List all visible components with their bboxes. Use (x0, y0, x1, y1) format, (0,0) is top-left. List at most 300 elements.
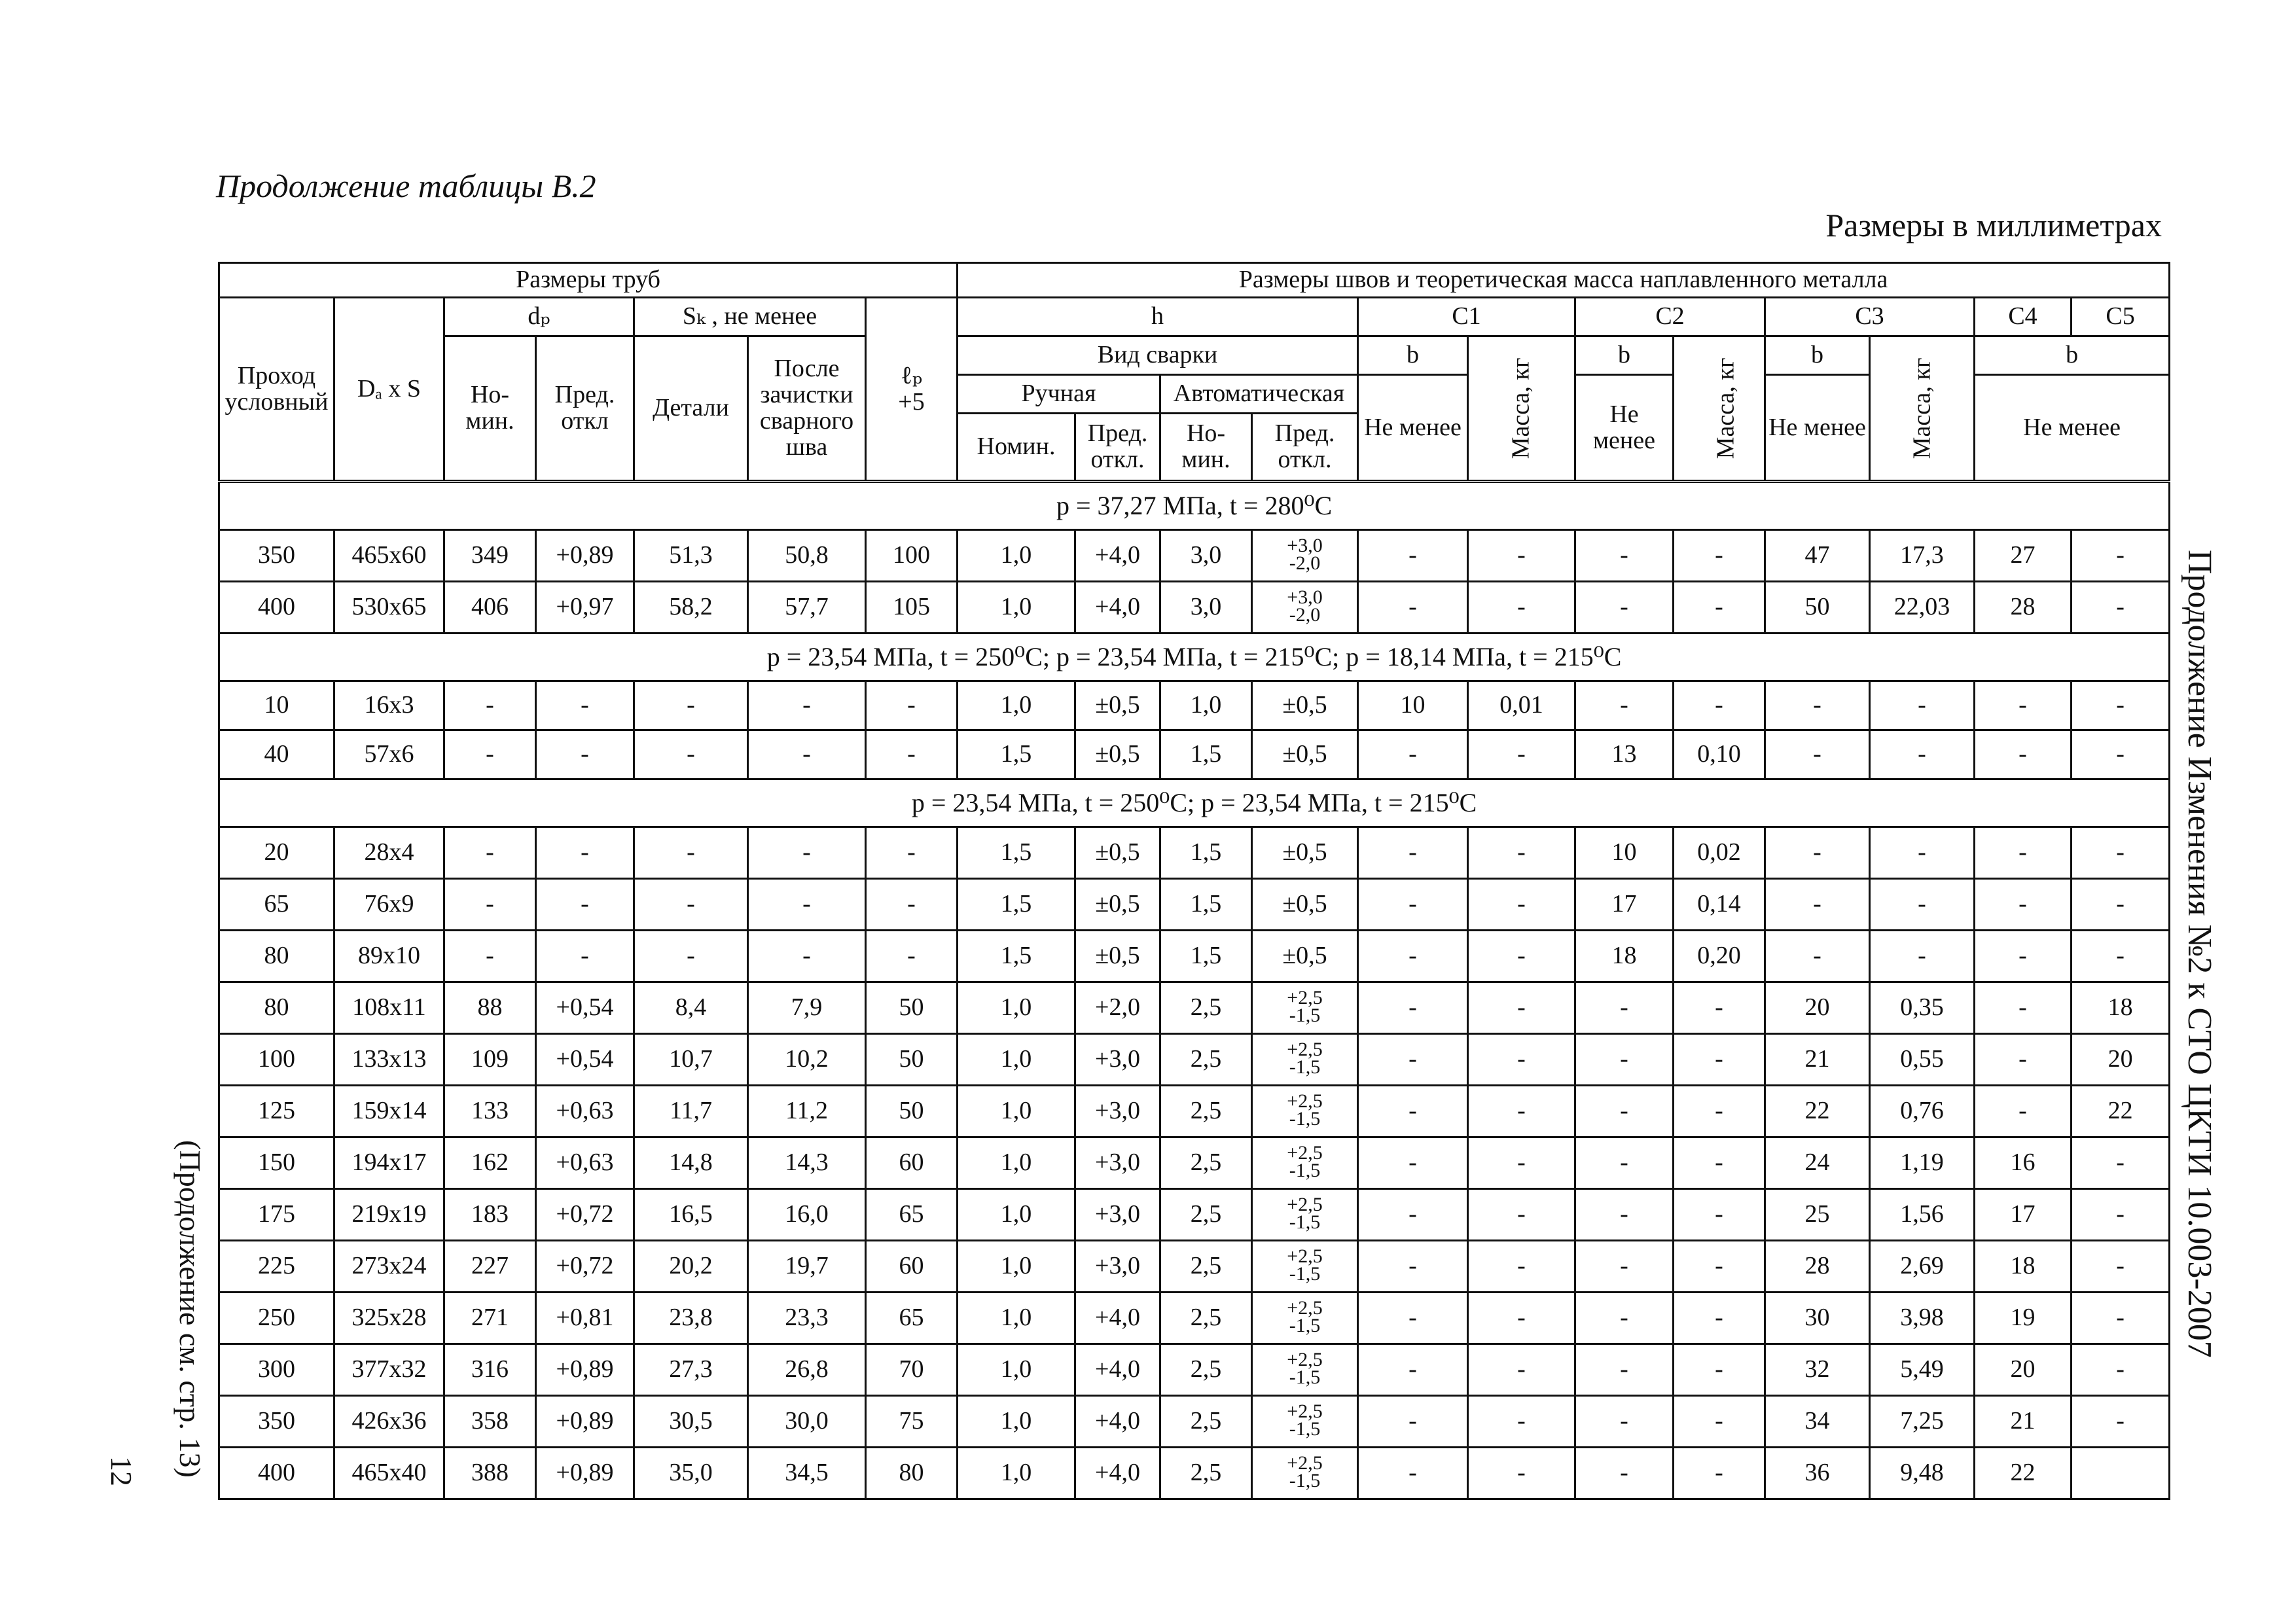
header-c3-mass (1870, 336, 1975, 482)
table-cell: 10,2 (748, 1034, 866, 1086)
table-cell: 22,03 (1870, 582, 1975, 633)
condition-band-row (219, 633, 2170, 681)
tolerance-cell (1252, 1396, 1358, 1448)
table-cell: - (1575, 1034, 1674, 1086)
table-cell: - (634, 827, 748, 879)
table-cell (2072, 1448, 2170, 1499)
table-cell: 47 (1765, 530, 1870, 582)
table-cell: 70 (866, 1344, 958, 1396)
table-cell: - (536, 879, 634, 931)
table-cell: - (748, 730, 866, 779)
table-cell: 32 (1765, 1344, 1870, 1396)
tolerance-upper: +2,5 (1287, 1090, 1323, 1112)
table-cell: 18 (1575, 931, 1674, 982)
table-cell: 3,0 (1160, 530, 1252, 582)
table-cell: 271 (444, 1293, 536, 1344)
table-cell: - (1575, 681, 1674, 730)
tolerance-lower: -1,5 (1289, 1004, 1321, 1026)
table-cell: - (1870, 730, 1975, 779)
table-cell: - (1575, 982, 1674, 1034)
table-cell: 465x60 (334, 530, 444, 582)
table-cell: 26,8 (748, 1344, 866, 1396)
table-cell: 50 (866, 1086, 958, 1137)
header-h: h (958, 298, 1358, 336)
table-row (219, 1396, 2170, 1448)
table-cell: - (866, 931, 958, 982)
tolerance-upper: +2,5 (1287, 1193, 1323, 1215)
table-cell: - (1358, 827, 1468, 879)
table-cell: 24 (1765, 1137, 1870, 1189)
header-c3-b: b (1765, 336, 1870, 375)
table-cell: 2,69 (1870, 1241, 1975, 1293)
table-cell: 125 (219, 1086, 334, 1137)
table-header (219, 263, 2170, 482)
table-cell: - (1674, 530, 1765, 582)
table-cell: 17 (1975, 1189, 2072, 1241)
table-cell: - (2072, 530, 2170, 582)
table-cell: 0,35 (1870, 982, 1975, 1034)
tolerance-upper: +2,5 (1287, 1400, 1323, 1422)
table-cell: - (2072, 582, 2170, 633)
table-cell: 27,3 (634, 1344, 748, 1396)
table-row (219, 1189, 2170, 1241)
table-cell: ±0,5 (1075, 730, 1160, 779)
table-cell: - (1870, 931, 1975, 982)
table-cell: - (1468, 582, 1575, 633)
table-cell: 325x28 (334, 1293, 444, 1344)
table-cell: 50,8 (748, 530, 866, 582)
header-c3: C3 (1765, 298, 1975, 336)
table-cell: 1,5 (958, 730, 1075, 779)
table-cell: 89x10 (334, 931, 444, 982)
table-cell: - (536, 827, 634, 879)
table-row (219, 1293, 2170, 1344)
table-cell: - (1575, 1086, 1674, 1137)
table-cell: 20 (1765, 982, 1870, 1034)
table-cell: 159x14 (334, 1086, 444, 1137)
table-cell: - (1358, 582, 1468, 633)
table-cell: - (1468, 1137, 1575, 1189)
table-cell: - (2072, 1137, 2170, 1189)
table-cell: - (1358, 1137, 1468, 1189)
table-cell: 530x65 (334, 582, 444, 633)
mass-label: Масса, кг (1712, 357, 1740, 459)
table-cell: 35,0 (634, 1448, 748, 1499)
table-cell: 133 (444, 1086, 536, 1137)
table-cell: 250 (219, 1293, 334, 1344)
tolerance-cell (1252, 1293, 1358, 1344)
table-cell: 2,5 (1160, 1396, 1252, 1448)
table-cell: 1,0 (958, 1034, 1075, 1086)
table-cell: 1,5 (1160, 879, 1252, 931)
table-cell: 60 (866, 1241, 958, 1293)
tolerance-cell (1252, 1086, 1358, 1137)
table-row (219, 982, 2170, 1034)
table-cell: 28 (1765, 1241, 1870, 1293)
table-cell: - (1975, 982, 2072, 1034)
table-cell: 40 (219, 730, 334, 779)
table-cell: - (866, 879, 958, 931)
table-cell: - (634, 879, 748, 931)
table-cell: 19,7 (748, 1241, 866, 1293)
table-cell: 17 (1575, 879, 1674, 931)
table-cell: 0,02 (1674, 827, 1765, 879)
table-cell: 406 (444, 582, 536, 633)
table-cell: +3,0 (1075, 1189, 1160, 1241)
header-weld-sizes: Размеры швов и теоретическая масса наплавленного металла (958, 263, 2170, 298)
table-cell: - (1575, 1344, 1674, 1396)
table-cell: - (1358, 1189, 1468, 1241)
table-cell: 22 (2072, 1086, 2170, 1137)
condition-band: p = 23,54 МПа, t = 250⁰C; p = 23,54 МПа, t = 215⁰C; p = 18,14 МПа, t = 215⁰C (219, 633, 2170, 681)
table-cell: 20,2 (634, 1241, 748, 1293)
table-caption: Продолжение таблицы В.2 (216, 168, 596, 204)
table-cell: - (2072, 730, 2170, 779)
stacked-tolerance (1287, 1038, 1323, 1078)
table-cell: +4,0 (1075, 582, 1160, 633)
table-cell: 21 (1975, 1396, 2072, 1448)
table-cell: 8,4 (634, 982, 748, 1034)
table-cell: 5,49 (1870, 1344, 1975, 1396)
table-cell: - (1358, 879, 1468, 931)
table-cell: 2,5 (1160, 1293, 1252, 1344)
table-cell: 109 (444, 1034, 536, 1086)
table-cell: - (1468, 1293, 1575, 1344)
table-cell: - (1358, 1293, 1468, 1344)
table-cell: 1,0 (958, 1189, 1075, 1241)
table-cell: +0,63 (536, 1137, 634, 1189)
mass-label: Масса, кг (1507, 357, 1535, 459)
stacked-tolerance (1287, 534, 1323, 574)
table-cell: - (1468, 827, 1575, 879)
table-cell: - (1674, 681, 1765, 730)
table-cell: 50 (1765, 582, 1870, 633)
header-sk: Sₖ , не менее (634, 298, 866, 336)
table-cell: 0,76 (1870, 1086, 1975, 1137)
table-cell: 1,0 (1160, 681, 1252, 730)
header-c45-b: b (1975, 336, 2170, 375)
table-cell: - (748, 931, 866, 982)
table-cell: 30,5 (634, 1396, 748, 1448)
table-cell: - (2072, 931, 2170, 982)
table-cell: 273x24 (334, 1241, 444, 1293)
table-cell: 1,0 (958, 982, 1075, 1034)
table-cell: 16x3 (334, 681, 444, 730)
table-cell: - (536, 681, 634, 730)
table-cell: 100 (219, 1034, 334, 1086)
table-row (219, 827, 2170, 879)
table-cell: - (1975, 1034, 2072, 1086)
table-cell: - (1468, 530, 1575, 582)
header-c2: C2 (1575, 298, 1765, 336)
tolerance-lower: -1,5 (1289, 1366, 1321, 1388)
table-cell: - (1468, 1189, 1575, 1241)
tolerance-upper: +3,0 (1287, 586, 1323, 608)
table-cell: - (1575, 1241, 1674, 1293)
table-cell: - (1575, 1396, 1674, 1448)
tolerance-lower: -1,5 (1289, 1314, 1321, 1336)
table-cell: 50 (866, 982, 958, 1034)
table-cell: +0,54 (536, 1034, 634, 1086)
table-cell: 183 (444, 1189, 536, 1241)
table-cell: - (1575, 582, 1674, 633)
header-c3-not-less: Не менее (1765, 375, 1870, 482)
table-cell: - (444, 827, 536, 879)
header-c1-not-less: Не менее (1358, 375, 1468, 482)
table-cell: - (748, 681, 866, 730)
stacked-tolerance (1287, 588, 1322, 624)
header-dp: dₚ (444, 298, 634, 336)
tolerance-cell: ±0,5 (1252, 931, 1358, 982)
table-cell: - (1765, 827, 1870, 879)
table-cell: - (1674, 1086, 1765, 1137)
table-cell: +0,63 (536, 1086, 634, 1137)
table-cell: - (634, 931, 748, 982)
table-cell: 21 (1765, 1034, 1870, 1086)
table-row (219, 1241, 2170, 1293)
stacked-tolerance (1287, 1454, 1322, 1489)
table-cell: 10 (1575, 827, 1674, 879)
table-cell: ±0,5 (1075, 681, 1160, 730)
table-cell: - (1674, 1448, 1765, 1499)
header-manual: Ручная (958, 375, 1160, 414)
header-c5: C5 (2072, 298, 2170, 336)
table-cell: - (1575, 1448, 1674, 1499)
condition-band-row (219, 482, 2170, 530)
table-cell: +0,89 (536, 1396, 634, 1448)
table-cell: - (1975, 1086, 2072, 1137)
table-cell: - (1674, 1293, 1765, 1344)
header-pipe-sizes: Размеры труб (219, 263, 958, 298)
table-cell: 133x13 (334, 1034, 444, 1086)
stacked-tolerance (1287, 986, 1323, 1026)
tolerance-lower: -1,5 (1289, 1107, 1321, 1130)
table-cell: - (1468, 982, 1575, 1034)
table-cell: +4,0 (1075, 530, 1160, 582)
table-cell: +0,89 (536, 1344, 634, 1396)
tolerance-lower: -1,5 (1289, 1262, 1321, 1285)
table-cell: 1,0 (958, 1293, 1075, 1344)
table-cell: 75 (866, 1396, 958, 1448)
table-cell: 2,5 (1160, 1137, 1252, 1189)
table-cell: 18 (2072, 982, 2170, 1034)
header-c1: C1 (1358, 298, 1575, 336)
header-dp-tolerance: Пред. откл (536, 336, 634, 482)
table-row (219, 1448, 2170, 1499)
header-c1-b: b (1358, 336, 1468, 375)
table-cell: 2,5 (1160, 1086, 1252, 1137)
table-cell: 22 (1975, 1448, 2072, 1499)
table-cell: - (634, 730, 748, 779)
header-c4: C4 (1975, 298, 2072, 336)
header-c45-not-less: Не менее (1975, 375, 2170, 482)
table-cell: 16 (1975, 1137, 2072, 1189)
table-cell: 1,0 (958, 582, 1075, 633)
table-cell: 358 (444, 1396, 536, 1448)
table-cell: 225 (219, 1241, 334, 1293)
table-cell: +3,0 (1075, 1086, 1160, 1137)
table-cell: - (866, 730, 958, 779)
table-cell: 2,5 (1160, 1034, 1252, 1086)
table-cell: - (1975, 681, 2072, 730)
tolerance-cell (1252, 1241, 1358, 1293)
table-cell: 14,8 (634, 1137, 748, 1189)
table-cell: - (1358, 1034, 1468, 1086)
table-cell: - (1575, 1293, 1674, 1344)
table-cell: +4,0 (1075, 1396, 1160, 1448)
table-cell: - (1358, 982, 1468, 1034)
table-cell: +0,81 (536, 1293, 634, 1344)
stacked-tolerance (1287, 1141, 1323, 1181)
table-cell: 400 (219, 1448, 334, 1499)
table-cell: - (1870, 681, 1975, 730)
table-cell: - (2072, 1241, 2170, 1293)
header-lp-tolerance: +5 (898, 387, 925, 416)
table-cell: - (1765, 931, 1870, 982)
table-cell: 17,3 (1870, 530, 1975, 582)
table-cell: 65 (866, 1293, 958, 1344)
header-manual-tolerance: Пред. откл. (1075, 414, 1160, 482)
table-cell: - (1575, 1189, 1674, 1241)
table-cell: 10,7 (634, 1034, 748, 1086)
table-cell: 18 (1975, 1241, 2072, 1293)
table-cell: 0,20 (1674, 931, 1765, 982)
tolerance-upper: +2,5 (1287, 1141, 1323, 1164)
table-cell: 1,56 (1870, 1189, 1975, 1241)
tolerance-cell (1252, 582, 1358, 633)
table-cell: 28 (1975, 582, 2072, 633)
table-cell: - (1358, 530, 1468, 582)
table-cell: 100 (866, 530, 958, 582)
table-row (219, 1034, 2170, 1086)
table-cell: - (536, 931, 634, 982)
table-cell: 60 (866, 1137, 958, 1189)
table-cell: 80 (219, 931, 334, 982)
table-cell: - (2072, 1344, 2170, 1396)
tolerance-cell: ±0,5 (1252, 879, 1358, 931)
table-cell: 9,48 (1870, 1448, 1975, 1499)
table-cell: - (444, 931, 536, 982)
table-cell: - (2072, 879, 2170, 931)
table-cell: 0,10 (1674, 730, 1765, 779)
tolerance-cell (1252, 982, 1358, 1034)
table-cell: - (1468, 931, 1575, 982)
header-dp-nominal: Но-мин. (444, 336, 536, 482)
stacked-tolerance (1287, 1348, 1323, 1388)
table-cell: 23,3 (748, 1293, 866, 1344)
table-cell: 11,7 (634, 1086, 748, 1137)
units-note: Размеры в миллиметрах (1825, 207, 2162, 243)
table-cell: 51,3 (634, 530, 748, 582)
table-cell: 76x9 (334, 879, 444, 931)
table-cell: - (1870, 827, 1975, 879)
table-cell: 1,19 (1870, 1137, 1975, 1189)
table-cell: - (1468, 1241, 1575, 1293)
table-cell: 10 (219, 681, 334, 730)
table-cell: 1,0 (958, 1344, 1075, 1396)
table-row (219, 730, 2170, 779)
tolerance-cell: ±0,5 (1252, 681, 1358, 730)
tolerance-upper: +2,5 (1287, 1348, 1323, 1370)
table-cell: 25 (1765, 1189, 1870, 1241)
table-cell: 350 (219, 530, 334, 582)
tolerance-cell: ±0,5 (1252, 827, 1358, 879)
table-cell: 1,0 (958, 1086, 1075, 1137)
table-row (219, 530, 2170, 582)
table-cell: - (444, 879, 536, 931)
table-cell: - (1358, 1241, 1468, 1293)
table-body (219, 482, 2170, 1499)
table-cell: - (536, 730, 634, 779)
table-cell: - (1674, 582, 1765, 633)
header-lp-symbol: ℓₚ (900, 361, 923, 389)
table-cell: 7,25 (1870, 1396, 1975, 1448)
header-weld-type: Вид сварки (958, 336, 1358, 375)
table-cell: +0,54 (536, 982, 634, 1034)
table-cell: - (2072, 681, 2170, 730)
table-cell: 300 (219, 1344, 334, 1396)
table-cell: - (1468, 730, 1575, 779)
table-cell: - (1575, 530, 1674, 582)
table-cell: - (748, 879, 866, 931)
condition-band: p = 23,54 МПа, t = 250⁰C; p = 23,54 МПа, t = 215⁰C (219, 779, 2170, 827)
tolerance-lower: -2,0 (1289, 603, 1321, 626)
table-cell: 3,98 (1870, 1293, 1975, 1344)
table-cell: 194x17 (334, 1137, 444, 1189)
table-cell: - (634, 681, 748, 730)
condition-band: p = 37,27 МПа, t = 280⁰C (219, 482, 2170, 530)
table-cell: - (1468, 1448, 1575, 1499)
table-cell: - (1674, 1396, 1765, 1448)
document-side-title: Продолжение Изменения №2 к СТО ЦКТИ 10.003-2007 (2181, 550, 2218, 1358)
tolerance-upper: +2,5 (1287, 986, 1323, 1008)
tolerance-lower: -1,5 (1289, 1211, 1321, 1233)
table-cell: - (1468, 879, 1575, 931)
table-cell: 400 (219, 582, 334, 633)
table-cell: 1,0 (958, 530, 1075, 582)
tolerance-upper: +2,5 (1287, 1038, 1323, 1060)
table-cell: - (1674, 1189, 1765, 1241)
table-cell: - (1468, 1034, 1575, 1086)
table-cell: 50 (866, 1034, 958, 1086)
table-row (219, 1086, 2170, 1137)
table-cell: 426x36 (334, 1396, 444, 1448)
table-cell: 105 (866, 582, 958, 633)
header-da-s: Dₐ x S (334, 298, 444, 482)
table-cell: 227 (444, 1241, 536, 1293)
table-cell: +0,72 (536, 1189, 634, 1241)
table-cell: 1,0 (958, 1396, 1075, 1448)
table-cell: +0,97 (536, 582, 634, 633)
table-cell: - (748, 827, 866, 879)
table-cell: 10 (1358, 681, 1468, 730)
table-cell: 3,0 (1160, 582, 1252, 633)
table-cell: 1,0 (958, 1448, 1075, 1499)
table-cell: 0,14 (1674, 879, 1765, 931)
table-cell: 57x6 (334, 730, 444, 779)
table-cell: +0,72 (536, 1241, 634, 1293)
table-cell: 1,0 (958, 681, 1075, 730)
table-cell: - (1358, 1396, 1468, 1448)
table-cell: 20 (2072, 1034, 2170, 1086)
table-row (219, 681, 2170, 730)
table-cell: 7,9 (748, 982, 866, 1034)
table-cell: 349 (444, 530, 536, 582)
table-cell: 2,5 (1160, 982, 1252, 1034)
tolerance-upper: +2,5 (1287, 1296, 1323, 1319)
table-cell: 30,0 (748, 1396, 866, 1448)
table-cell: +3,0 (1075, 1034, 1160, 1086)
